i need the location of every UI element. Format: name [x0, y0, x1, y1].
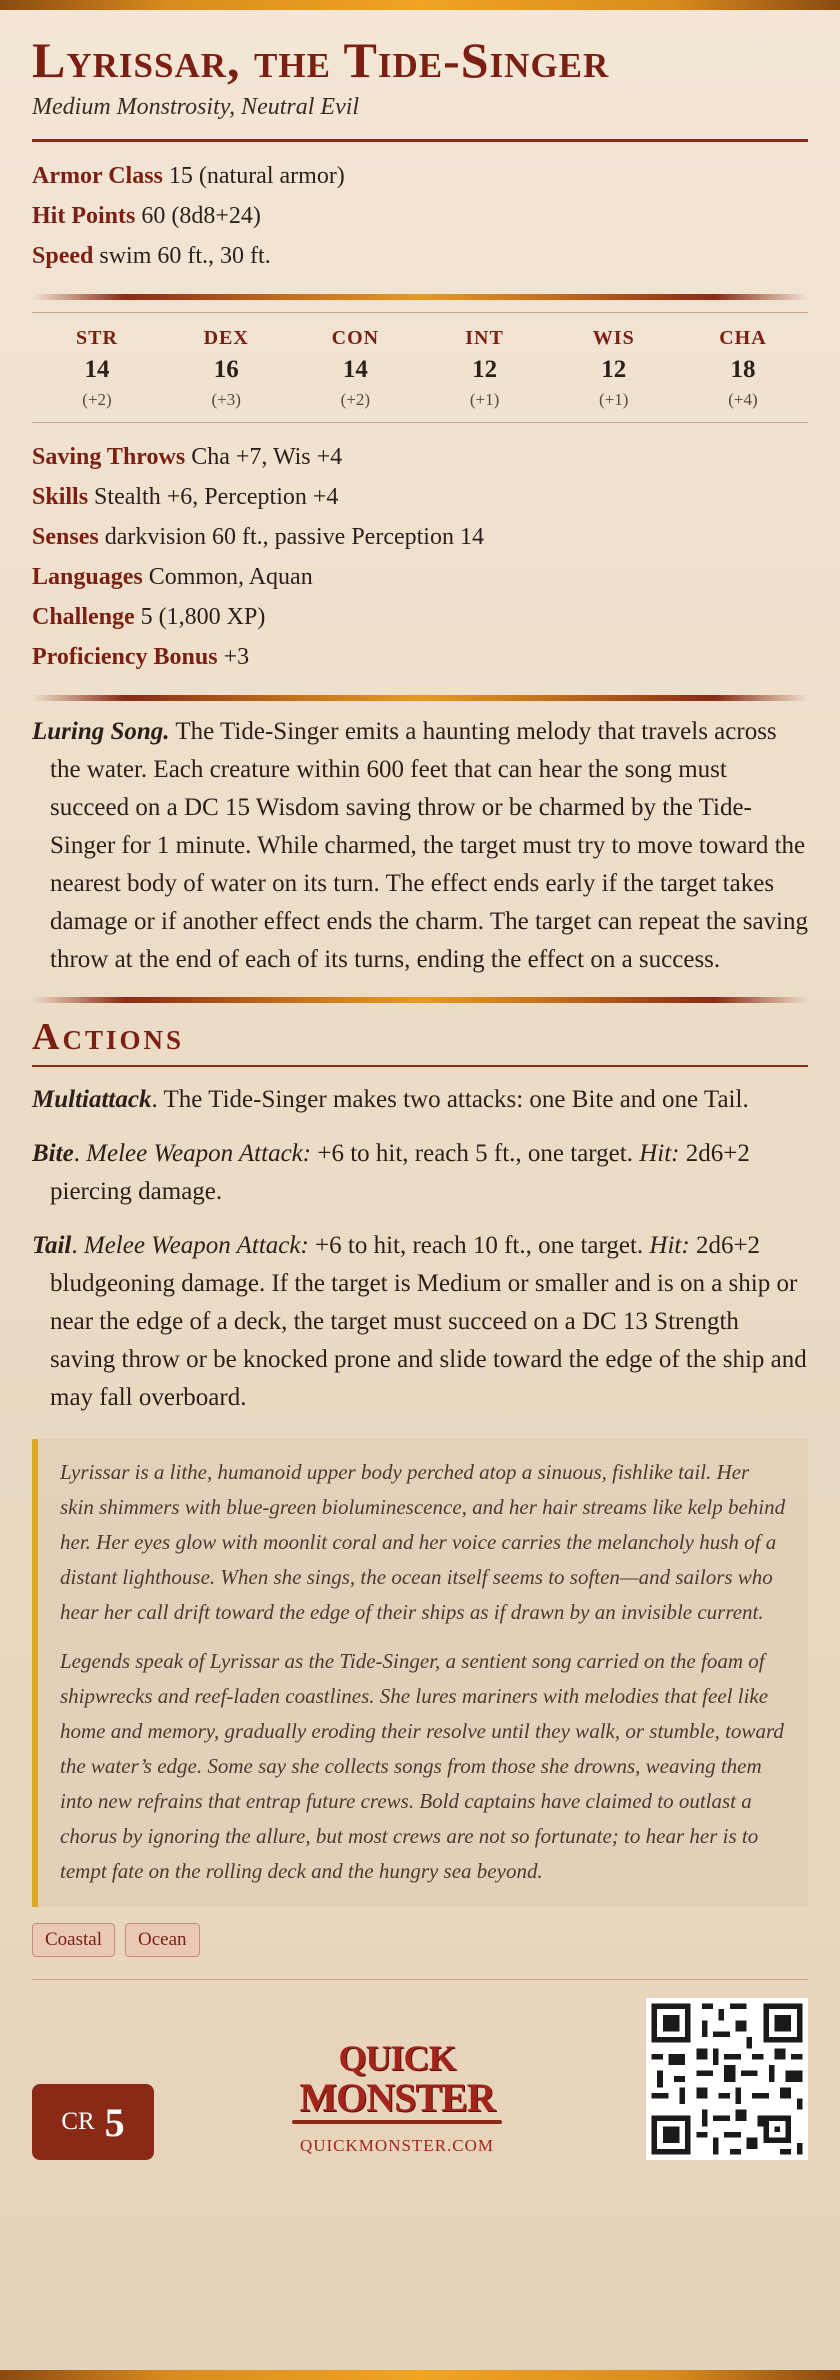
- stat-label: Armor Class: [32, 163, 163, 189]
- detail-label: Senses: [32, 524, 99, 550]
- ability-score: 12: [472, 356, 498, 383]
- ability-wis: [559, 327, 669, 410]
- cr-value: 5: [104, 2099, 125, 2145]
- stat-block: [32, 24, 808, 2180]
- action-name: Bite: [32, 1140, 74, 1167]
- attack-text: +6 to hit, reach 10 ft., one target.: [308, 1232, 650, 1259]
- ability-mod: (+2): [340, 390, 371, 409]
- stat-value: swim 60 ft., 30 ft.: [99, 243, 271, 269]
- actions-heading: Actions: [32, 1016, 184, 1058]
- speed: [32, 236, 808, 276]
- monster-name: Lyrissar, the Tide-Singer: [32, 32, 610, 88]
- ability-mod: (+4): [728, 390, 758, 409]
- detail-value: 5 (1,800 XP): [140, 604, 266, 630]
- cr-label: CR: [61, 2108, 95, 2135]
- detail-label: Proficiency Bonus: [32, 644, 218, 670]
- footer: [32, 1980, 808, 2180]
- qr-code-icon[interactable]: [646, 1998, 808, 2160]
- detail-label: Skills: [32, 484, 89, 510]
- bottom-border: [0, 2370, 840, 2380]
- action-name: Multiattack: [32, 1086, 152, 1113]
- thin-divider: [32, 422, 808, 423]
- hit-points: [32, 196, 808, 236]
- stat-value: 15 (natural armor): [168, 163, 345, 189]
- action-separator: .: [73, 1140, 87, 1167]
- languages: [32, 557, 808, 597]
- detail-label: Challenge: [32, 604, 135, 630]
- ability-int: [430, 327, 540, 410]
- detail-value: Cha +7, Wis +4: [191, 444, 343, 470]
- lore-box: [32, 1439, 808, 1907]
- stat-value: 60 (8d8+24): [141, 203, 261, 229]
- ability-score: 16: [213, 356, 239, 383]
- action-tail: [32, 1227, 808, 1417]
- tapered-divider: [32, 294, 808, 300]
- skills: [32, 477, 808, 517]
- proficiency-bonus: [32, 637, 808, 677]
- ability-name: CON: [331, 327, 380, 349]
- ability-dex: [171, 327, 281, 410]
- ability-score: 14: [84, 356, 110, 383]
- ability-name: DEX: [203, 327, 249, 349]
- detail-value: +3: [223, 644, 250, 670]
- ability-mod: (+2): [82, 390, 112, 409]
- attack-text: +6 to hit, reach 5 ft., one target.: [311, 1140, 640, 1167]
- logo-swoosh: [292, 2120, 502, 2124]
- basic-stats: [32, 156, 808, 276]
- trait-name: Luring Song.: [32, 718, 170, 745]
- detail-value: Stealth +6, Perception +4: [94, 484, 339, 510]
- cr-badge: [32, 2084, 154, 2160]
- divider: [32, 1065, 808, 1067]
- attack-type: Melee Weapon Attack:: [83, 1232, 309, 1259]
- trait-luring-song: [32, 713, 808, 979]
- action-bite: [32, 1135, 808, 1211]
- hit-label: Hit:: [639, 1140, 680, 1167]
- hit-text: 2d6+2 bludgeoning damage. If the target is Medium or smaller and is on a ship or near the edge of a deck, the target must succeed on a DC 13 Strength saving throw or be knocked prone and slide toward the edge of the ship and may fall overboard.: [50, 1232, 807, 1411]
- lore-paragraph: Lyrissar is a lithe, humanoid upper body perched atop a sinuous, fishlike tail. Her skin shimmers with blue-green bioluminescence, and her hair streams like kelp behind her. Her eyes glow with moonlit coral and her voice carries the melancholy hush of a distant lighthouse. When she sings, the ocean itself seems to soften—and sailors who hear her call drift toward the edge of their ships as if drawn by an invisible current.: [60, 1460, 786, 1624]
- ability-name: STR: [76, 327, 118, 349]
- armor-class: [32, 156, 808, 196]
- action-multiattack: [32, 1081, 808, 1119]
- tag-coastal[interactable]: Coastal: [32, 1923, 115, 1957]
- ability-str: [42, 327, 152, 410]
- stat-label: Hit Points: [32, 203, 136, 229]
- lore-paragraph: Legends speak of Lyrissar as the Tide-Singer, a sentient song carried on the foam of shipwrecks and reef-laden coastlines. She lures mariners with melodies that feel like home and memory, gradually eroding their resolve until they walk, or stumble, toward the water’s edge. Some say she collects songs from those she drowns, weaving them into new refrains that entrap future crews. Bold captains have claimed to outlast a chorus by ignoring the allure, but most crews are not so fortunate; to hear her is to tempt fate on the rolling deck and the hungry sea beyond.: [60, 1649, 784, 1883]
- logo-line1: QUICK: [338, 2038, 456, 2078]
- challenge: [32, 597, 808, 637]
- monster-type: Medium Monstrosity, Neutral Evil: [32, 94, 360, 120]
- stat-label: Speed: [32, 243, 94, 269]
- detail-label: Saving Throws: [32, 444, 186, 470]
- ability-score: 14: [342, 356, 368, 383]
- tapered-divider: [32, 997, 808, 1003]
- senses: [32, 517, 808, 557]
- hit-label: Hit:: [649, 1232, 690, 1259]
- detail-label: Languages: [32, 564, 143, 590]
- quickmonster-logo[interactable]: [282, 2038, 512, 2156]
- hit-text: 2d6+2 piercing damage.: [50, 1140, 750, 1205]
- detail-value: Common, Aquan: [148, 564, 313, 590]
- ability-cha: [688, 327, 798, 410]
- saving-throws: [32, 437, 808, 477]
- action-text: . The Tide-Singer makes two attacks: one Bite and one Tail.: [151, 1086, 749, 1113]
- site-url[interactable]: QUICKMONSTER.COM: [299, 2136, 495, 2155]
- ability-mod: (+3): [211, 390, 241, 409]
- top-border: [0, 0, 840, 10]
- divider: [32, 139, 808, 142]
- ability-con: [300, 327, 410, 410]
- tapered-divider: [32, 695, 808, 701]
- attack-type: Melee Weapon Attack:: [86, 1140, 312, 1167]
- detail-value: darkvision 60 ft., passive Perception 14: [104, 524, 484, 550]
- ability-score: 18: [730, 356, 756, 383]
- ability-name: WIS: [592, 327, 635, 349]
- tag-list: [32, 1923, 808, 1957]
- ability-score: 12: [601, 356, 627, 383]
- tag-ocean[interactable]: Ocean: [125, 1923, 200, 1957]
- details: [32, 437, 808, 677]
- ability-mod: (+1): [469, 390, 500, 409]
- ability-name: INT: [465, 327, 504, 349]
- logo-line2: MONSTER: [299, 2075, 495, 2120]
- trait-text: The Tide-Singer emits a haunting melody that travels across the water. Each creature within 600 feet that can hear the song must succeed on a DC 15 Wisdom saving throw or be charmed by the Tide-Singer for 1 minute. While charmed, the target must try to move toward the nearest body of water on its turn. The effect ends early if the target takes damage or if another effect ends the charm. The target can repeat the saving throw at the end of each of its turns, ending the effect on a success.: [50, 718, 808, 973]
- ability-scores: [32, 313, 808, 422]
- ability-name: CHA: [719, 327, 767, 349]
- action-name: Tail: [32, 1232, 72, 1259]
- action-separator: .: [71, 1232, 84, 1259]
- ability-mod: (+1): [599, 390, 629, 409]
